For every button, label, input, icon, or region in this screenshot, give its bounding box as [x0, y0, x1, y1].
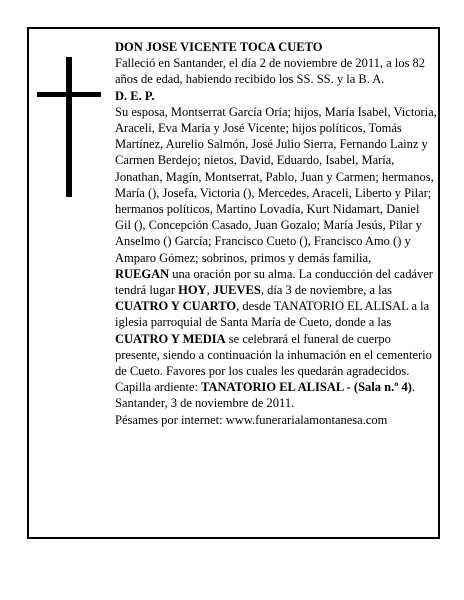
- condolences-line: Pésames por internet: www.funerarialamontanesa.com: [115, 412, 388, 427]
- hoy-text: HOY: [178, 283, 207, 298]
- deceased-name: DON JOSE VICENTE TOCA CUETO: [115, 40, 323, 54]
- funeral-details: [115, 266, 438, 396]
- obituary-text: [115, 39, 438, 428]
- funeral-text-1: una oración por su alma. La conducción del cadáver tendrá lugar: [115, 266, 433, 298]
- funeral-text-3: , día 3 de noviembre, a las: [260, 283, 393, 298]
- funeral-text-6: .: [411, 380, 415, 395]
- jueves-text: JUEVES: [212, 283, 261, 298]
- funeral-text-4: , desde TANATORIO EL ALISAL a la iglesia parroquial de Santa María de Cueto, donde a las: [115, 299, 430, 330]
- date-line: Santander, 3 de noviembre de 2011.: [115, 396, 295, 411]
- family-list: Su esposa, Montserrat García Oría; hijos, María Isabel, Victoria, Araceli, Eva María y José Vicente; hijos políticos, Tomás Martínez, Aurelio Salmón, José Julio Sierra, Fernando Lainz y Carmen Berdejo; nietos, David, Eduardo, Isabel, María, Jonathan, Magín, Montserrat, Pablo, Juan y Carmen; hermanos, María (), Josefa, Victoria (), Mercedes, Araceli, Liberto y Pilar; hermanos políticos, Martino Lovadía, Kurt Nidamart, Daniel Gil (), Concepción Casado, Juan Gozalo; María Jesús, Pilar y Anselmo () García; Francisco Cueto (), Francisco Amo () y Amparo Gómez; sobrinos, primos y demás familia,: [115, 104, 437, 265]
- time-funeral: CUATRO Y MEDIA: [115, 331, 226, 346]
- funeral-text-2: ,: [206, 283, 213, 298]
- dep-line: D. E. P.: [115, 88, 155, 103]
- cross-icon: [37, 57, 101, 197]
- time-conduction: CUATRO Y CUARTO: [115, 299, 237, 314]
- obituary-notice: [27, 27, 440, 539]
- funeral-text-5: se celebrará el funeral de cuerpo presente, siendo a continuación la inhumación en el cementerio de Cueto. Favores por los cuales les quedarán agradecidos. Capilla ardiente:: [115, 331, 432, 395]
- chapel-location: TANATORIO EL ALISAL - (Sala n.º 4): [201, 380, 412, 395]
- death-statement: Falleció en Santander, el día 2 de noviembre de 2011, a los 82 años de edad, habiendo recibido los SS. SS. y la B. A.: [115, 56, 426, 87]
- ruegan-text: RUEGAN: [115, 266, 170, 281]
